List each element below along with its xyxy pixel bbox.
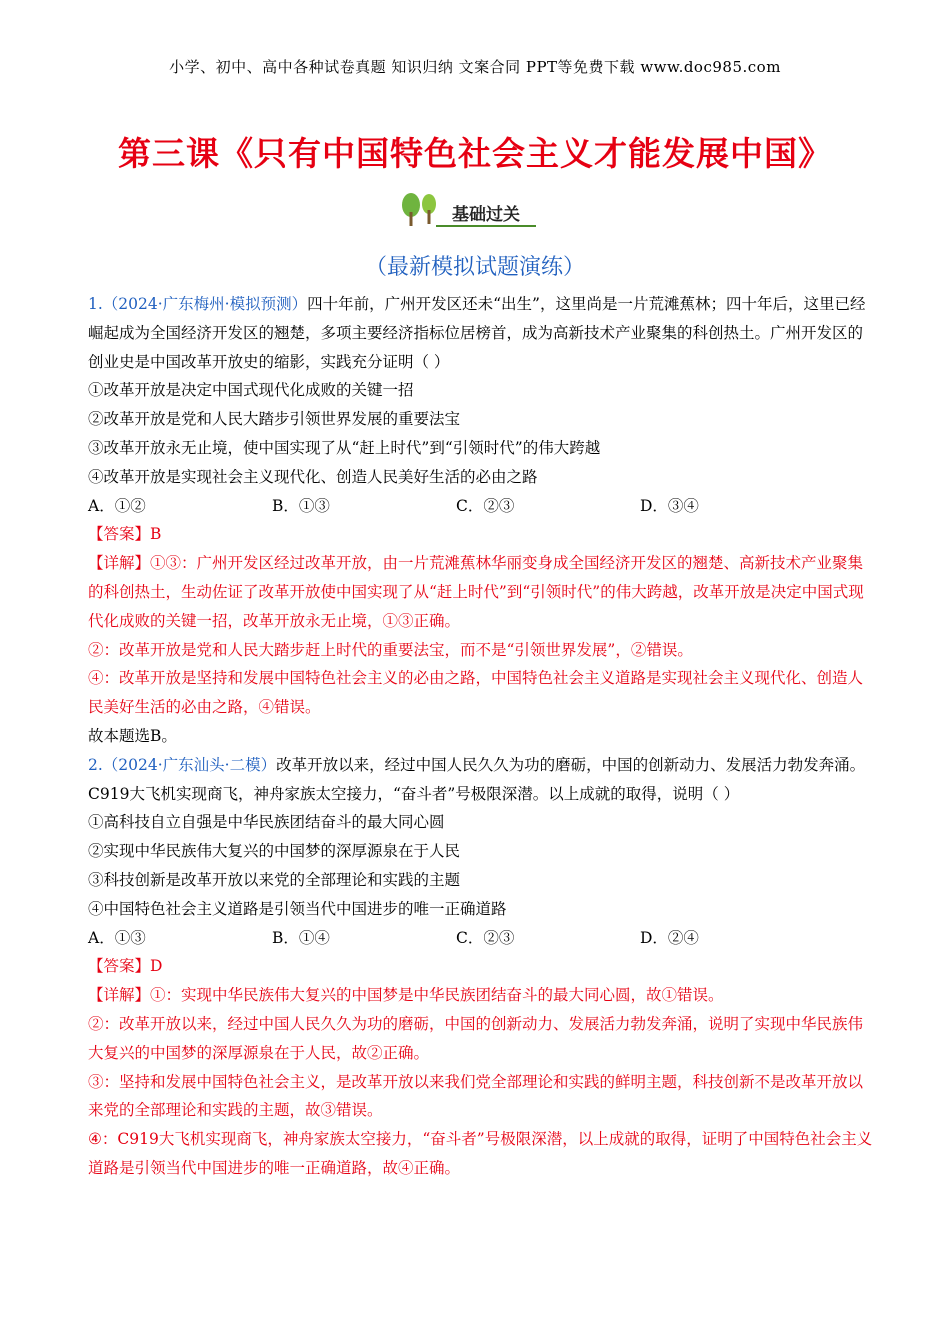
question-1-item: ④改革开放是实现社会主义现代化、创造人民美好生活的必由之路 bbox=[88, 467, 538, 486]
question-1-detail: ②：改革开放是党和人民大踏步赶上时代的重要法宝，而不是“引领世界发展”，②错误。 bbox=[88, 640, 693, 659]
option-b: B．①④ bbox=[272, 928, 330, 947]
option-d: D．③④ bbox=[640, 496, 699, 515]
question-content bbox=[88, 290, 878, 1183]
badge-label: 基础过关 bbox=[452, 205, 520, 225]
question-2-source: （2024·广东汕头·二模） bbox=[102, 755, 277, 774]
question-2-stem bbox=[88, 751, 878, 809]
option-b: B．①③ bbox=[272, 496, 330, 515]
question-2-text: 改革开放以来，经过中国人民久久为功的磨砺，中国的创新动力、发展活力勃发奔涌。C919大飞机实现商飞，神舟家族太空接力，“奋斗者”号极限深潜。以上成就的取得，说明（ ） bbox=[88, 755, 866, 803]
question-2-item: ④中国特色社会主义道路是引领当代中国进步的唯一正确道路 bbox=[88, 899, 507, 918]
badge-underline bbox=[436, 225, 536, 227]
question-2-detail: ③：坚持和发展中国特色社会主义，是改革开放以来我们党全部理论和实践的鲜明主题，科技创新不是改革开放以来党的全部理论和实践的主题，故③错误。 bbox=[88, 1072, 864, 1120]
question-2-item: ③科技创新是改革开放以来党的全部理论和实践的主题 bbox=[88, 870, 461, 889]
question-1-number: 1. bbox=[88, 295, 103, 313]
question-2-item: ②实现中华民族伟大复兴的中国梦的深厚源泉在于人民 bbox=[88, 842, 461, 861]
option-c: C．②③ bbox=[456, 928, 515, 947]
section-badge bbox=[398, 192, 548, 232]
question-1-detail: 【详解】①③：广州开发区经过改革开放，由一片荒滩蕉林华丽变身成全国经济开发区的翘楚、高新技术产业聚集的科创热土，生动佐证了改革开放使中国实现了从“赶上时代”到“引领时代”的伟大跨越，改革开放是决定中国式现代化成败的关键一招，改革开放永无止境，①③正确。 bbox=[88, 554, 864, 630]
question-1-item: ①改革开放是决定中国式现代化成败的关键一招 bbox=[88, 381, 414, 400]
question-2-detail: 【详解】①：实现中华民族伟大复兴的中国梦是中华民族团结奋斗的最大同心圆，故①错误。 bbox=[88, 986, 724, 1005]
question-2-detail: ④：C919大飞机实现商飞，神舟家族太空接力，“奋斗者”号极限深潜，以上成就的取得，证明了中国特色社会主义道路是引领当代中国进步的唯一正确道路，故④正确。 bbox=[88, 1130, 873, 1177]
tree-icon bbox=[398, 192, 442, 228]
question-1-answer: 【答案】B bbox=[88, 525, 162, 544]
question-1-item: ③改革开放永无止境，使中国实现了从“赶上时代”到“引领时代”的伟大跨越 bbox=[88, 438, 601, 457]
question-1-stem bbox=[88, 290, 878, 376]
question-1-source: （2024·广东梅州·模拟预测） bbox=[102, 295, 308, 313]
question-2-answer: 【答案】D bbox=[88, 957, 163, 976]
question-1-conclusion: 故本题选B。 bbox=[88, 726, 177, 745]
question-1-options bbox=[88, 492, 878, 521]
question-2-detail: ②：改革开放以来，经过中国人民久久为功的磨砺，中国的创新动力、发展活力勃发奔涌，说明了实现中华民族伟大复兴的中国梦的深厚源泉在于人民，故②正确。 bbox=[88, 1014, 864, 1062]
option-d: D．②④ bbox=[640, 928, 699, 947]
question-1-detail: ④：改革开放是坚持和发展中国特色社会主义的必由之路，中国特色社会主义道路是实现社会主义现代化、创造人民美好生活的必由之路，④错误。 bbox=[88, 669, 864, 717]
question-2-options bbox=[88, 924, 878, 953]
question-2-number: 2. bbox=[88, 755, 103, 774]
section-subtitle: （最新模拟试题演练） bbox=[364, 255, 585, 280]
question-1-text: 四十年前，广州开发区还未“出生”，这里尚是一片荒滩蕉林；四十年后，这里已经崛起成为全国经济开发区的翘楚，多项主要经济指标位居榜首，成为高新技术产业聚集的科创热土。广州开发区的创业史是中国改革开放史的缩影，实践充分证明（ ） bbox=[88, 295, 866, 371]
option-a: A．①③ bbox=[88, 928, 146, 947]
page-title: 第三课《只有中国特色社会主义才能发展中国》 bbox=[118, 134, 832, 173]
option-c: C．②③ bbox=[456, 496, 515, 515]
question-2-item: ①高科技自立自强是中华民族团结奋斗的最大同心圆 bbox=[88, 813, 445, 832]
question-1-item: ②改革开放是党和人民大踏步引领世界发展的重要法宝 bbox=[88, 410, 461, 429]
option-a: A．①② bbox=[88, 496, 146, 515]
page-header: 小学、初中、高中各种试卷真题 知识归纳 文案合同 PPT等免费下载 www.doc985.com bbox=[169, 58, 781, 76]
